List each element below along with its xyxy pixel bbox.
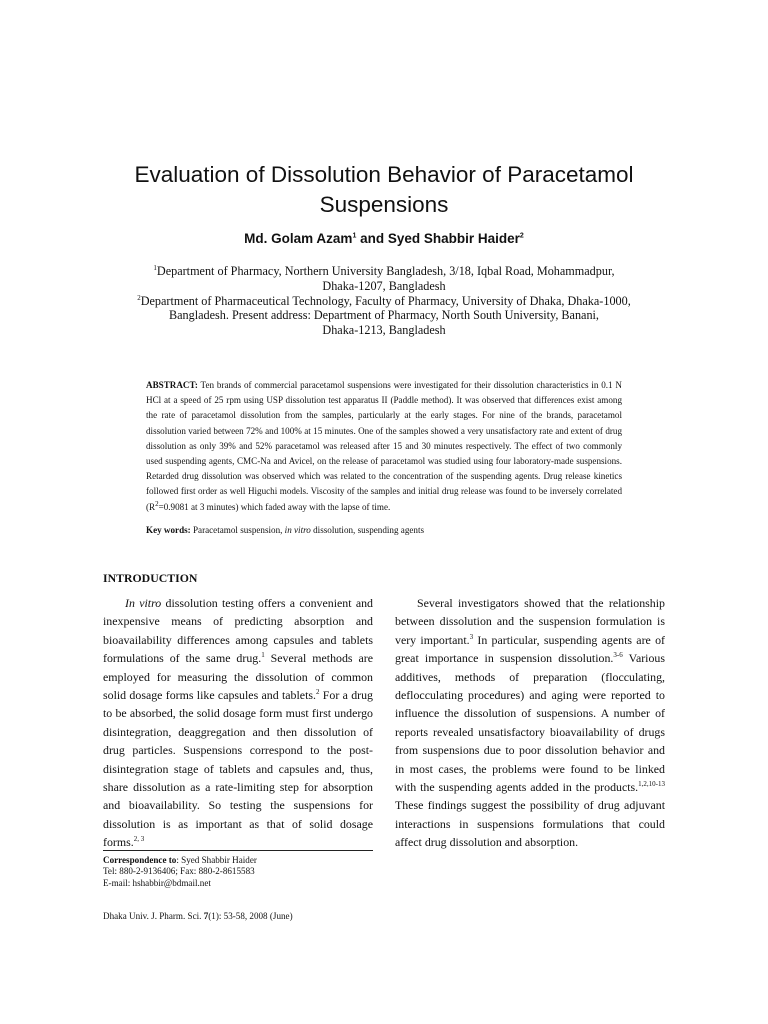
intro-p1-ref-2: 2 [316,688,320,697]
author-2-affil-mark: 2 [519,232,524,240]
paper-title [100,160,668,220]
author-1: Md. Golam Azam [244,231,353,246]
left-column [103,594,373,852]
abstract [146,378,622,515]
journal-issue-pages: (1): 53-58, 2008 (June) [208,911,293,921]
section-heading-introduction: INTRODUCTION [103,571,198,585]
affil-1-line-1: Department of Pharmacy, Northern University Bangladesh, 3/18, Iqbal Road, Mohammadpur, [156,264,615,278]
correspondence-name: : Syed Shabbir Haider [176,855,257,865]
intro-p1-ref-1: 1 [261,651,265,660]
intro-paragraph-2 [395,594,665,852]
correspondence-line [103,855,383,866]
intro-p2-text-d: These findings suggest the possibility of drug adjuvant interactions in suspensions formulations that could affect drug dissolution and absorption. [395,798,665,850]
author-list [100,231,668,246]
intro-p2-ref-1: 3 [469,632,474,641]
intro-p1-ref-3: 2, 3 [133,835,145,844]
abstract-label: ABSTRACT: [146,380,198,390]
author-1-affil-mark: 1 [352,232,357,240]
intro-p2-text-a: Several investigators showed that the relationship between dissolution and the suspension formulation is very important. [395,596,665,647]
keywords-label: Key words: [146,525,191,535]
intro-p1-text-c: For a drug to be absorbed, the solid dosage form must first undergo disintegration, deaggregation and then dissolution of drug particles. Suspensions correspond to the post-disintegration stage of tablets and capsules and, thus, share dissolution as a rate-limiting step for absorption and bioavailability. So testing the suspensions for dissolution is as important as that of solid dosage forms. [103,688,373,850]
abstract-text-b: =0.9081 at 3 minutes) which faded away with the lapse of time. [158,501,391,512]
affil-2-mark: 2 [137,293,141,302]
affil-2-line-2: Bangladesh. Present address: Department of Pharmacy, North South University, Banani, [169,308,599,323]
affiliations [112,264,656,338]
intro-p1-italic: In vitro [125,596,162,610]
correspondence-footnote [103,855,383,889]
journal-volume: 7 [203,911,209,921]
affiliation-1 [112,264,656,294]
intro-paragraph-1 [103,594,373,852]
intro-p1-text-a: dissolution testing offers a convenient and inexpensive means of predicting absorption and bioavailability differences among capsules and tablets formulations of the same drug. [103,596,373,666]
affiliation-2 [112,294,656,338]
title-line-2: Suspensions [319,192,449,217]
author-2: Syed Shabbir Haider [387,231,520,246]
intro-p2-text-b: In particular, suspending agents are of great importance in suspension dissolution. [395,632,665,666]
correspondence-phone: Tel: 880-2-9136406; Fax: 880-2-8615583 [103,866,255,877]
title-line-1: Evaluation of Dissolution Behavior of Paracetamol [134,162,634,187]
affil-2-line-1: Department of Pharmaceutical Technology, Faculty of Pharmacy, University of Dhaka, Dhaka-1000, [140,293,631,308]
right-column [395,594,665,852]
intro-p2-ref-2: 3-6 [613,651,623,660]
footnote-divider [103,850,373,851]
intro-p2-ref-3: 1,2,10-13 [638,780,665,789]
author-separator: and [356,231,388,246]
affil-2-line-3: Dhaka-1213, Bangladesh [322,323,446,338]
keywords-text-a: Paracetamol suspension, [190,525,285,535]
correspondence-label: Correspondence to [103,855,177,865]
intro-p2-text-c: Various additives, methods of preparation (flocculating, deflocculating procedures) and aging were reported to influence the dissolution of suspensions. A number of reports revealed unsatisfactory bioavailability of drugs from suspensions due to poor dissolution behavior and in most cases, the problems were found to be linked with the suspending agents added in the products. [395,651,665,795]
journal-citation [103,911,293,921]
affil-1-line-2: Dhaka-1207, Bangladesh [322,278,446,293]
abstract-text-a: Ten brands of commercial paracetamol suspensions were investigated for their dissolution characteristics in 0.1 N HCl at a speed of 25 rpm using USP dissolution test apparatus II (Paddle method). It was observed that differences exist among the rate of paracetamol dissolution from the samples, particularly at the early stages. For nine of the brands, paracetamol dissolution varied between 72% and 100% at 15 minutes. One of the samples showed a very unsatisfactory rate and extent of drug dissolution as only 39% and 52% paracetamol was released after 15 and 30 minutes respectively. The effect of two commonly used suspending agents, CMC-Na and Avicel, on the release of paracetamol was studied using four laboratory-made suspensions. Retarded drug dissolution was observed which was related to the concentration of the suspending agents. Drug release kinetics followed first order as well Higuchi models. Viscosity of the samples and initial drug release was found to be inversely correlated (R [146,380,622,512]
keywords [146,525,622,535]
abstract-r-squared-sup: 2 [155,499,159,508]
keywords-italic: in vitro [284,525,311,535]
intro-p1-text-b: Several methods are employed for measuring the dissolution of common solid dosage forms like capsules and tablets. [103,651,373,703]
journal-name: Dhaka Univ. J. Pharm. Sci. [103,911,204,921]
affil-1-mark: 1 [153,263,157,272]
keywords-text-b: dissolution, suspending agents [310,525,425,535]
correspondence-email: E-mail: hshabbir@bdmail.net [103,877,211,888]
